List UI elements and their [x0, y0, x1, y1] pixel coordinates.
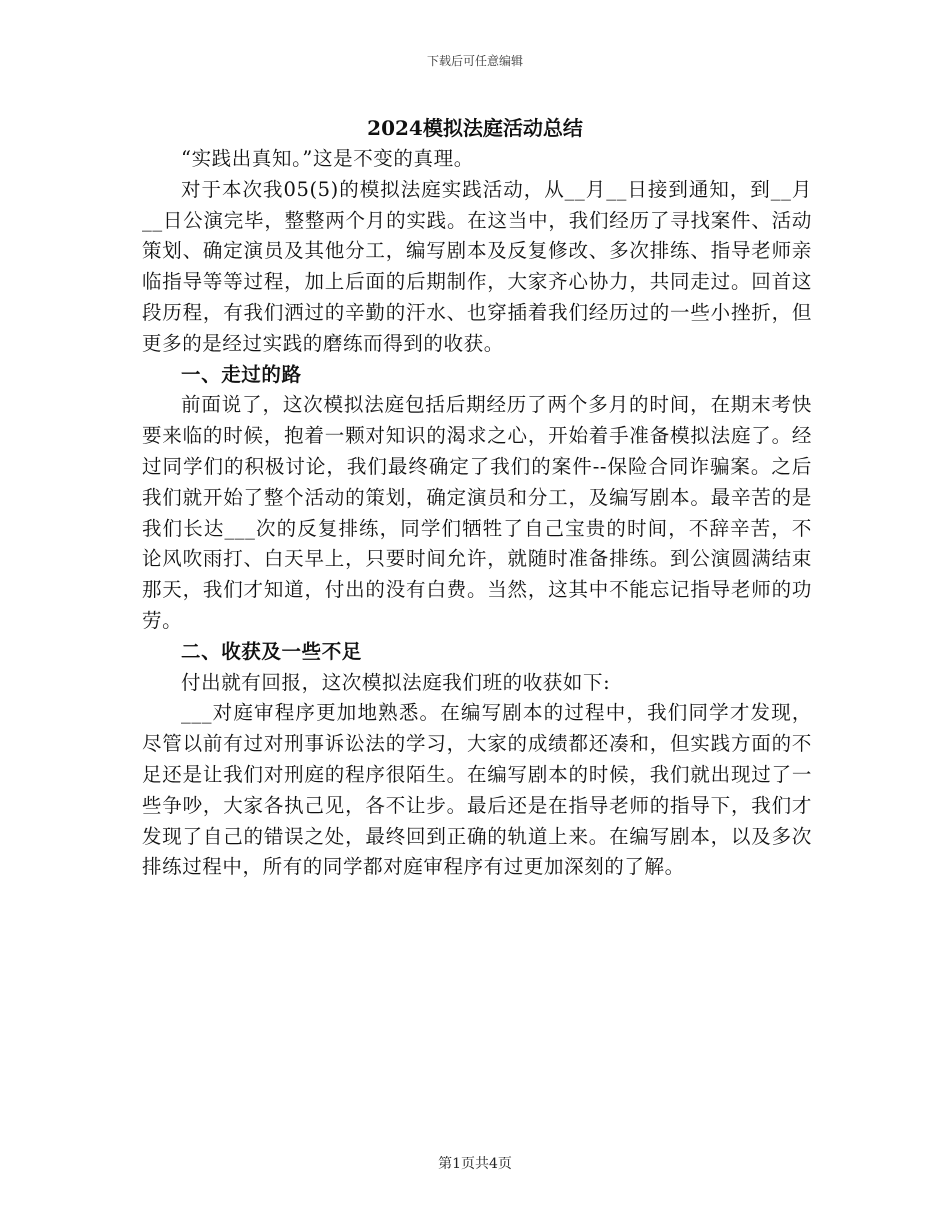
paragraph-gains-intro: 付出就有回报，这次模拟法庭我们班的收获如下: [181, 670, 611, 694]
paragraph-intro: 对于本次我05(5)的模拟法庭实践活动，从__月__日接到通知，到__月__日公演完毕，整整两个月的实践。在这当中，我们经历了寻找案件、活动策划、确定演员及其他分工，编写剧本及反复修改、多次排练、指导老师亲临指导等等过程，加上后面的后期制作，大家齐心协力，共同走过。回首这段历程，有我们洒过的辛勤的汗水、也穿插着我们经历过的一些小挫折，但更多的是经过实践的磨练而得到的收获。 [142, 177, 812, 355]
section-heading-path: 一、走过的路 [181, 362, 302, 386]
page-footer: 第1页共4页 [438, 1156, 512, 1172]
document-body [142, 144, 812, 883]
paragraph-gains-detail: ___对庭审程序更加地熟悉。在编写剧本的过程中，我们同学才发现，尽管以前有过对刑事诉讼法的学习，大家的成绩都还凑和，但实践方面的不足还是让我们对刑庭的程序很陌生。在编写剧本的时候，我们就出现过了一些争吵，大家各执己见，各不让步。最后还是在指导老师的指导下，我们才发现了自己的错误之处，最终回到正确的轨道上来。在编写剧本，以及多次排练过程中，所有的同学都对庭审程序有过更加深刻的了解。 [142, 701, 812, 879]
paragraph-quote: “实践出真知。”这是不变的真理。 [181, 147, 474, 170]
header-note: 下载后可任意编辑 [426, 54, 523, 68]
section-heading-gains: 二、收获及一些不足 [181, 639, 362, 663]
document-title: 2024模拟法庭活动总结 [367, 116, 583, 140]
paragraph-path: 前面说了，这次模拟法庭包括后期经历了两个多月的时间，在期末考快要来临的时候，抱着一颗对知识的渴求之心，开始着手准备模拟法庭了。经过同学们的积极讨论，我们最终确定了我们的案件--保险合同诈骗案。之后我们就开始了整个活动的策划，确定演员和分工，及编写剧本。最辛苦的是我们长达___次的反复排练，同学们牺牲了自己宝贵的时间，不辞辛苦，不论风吹雨打、白天早上，只要时间允许，就随时准备排练。到公演圆满结束那天，我们才知道，付出的没有白费。当然，这其中不能忘记指导老师的功劳。 [142, 393, 812, 632]
